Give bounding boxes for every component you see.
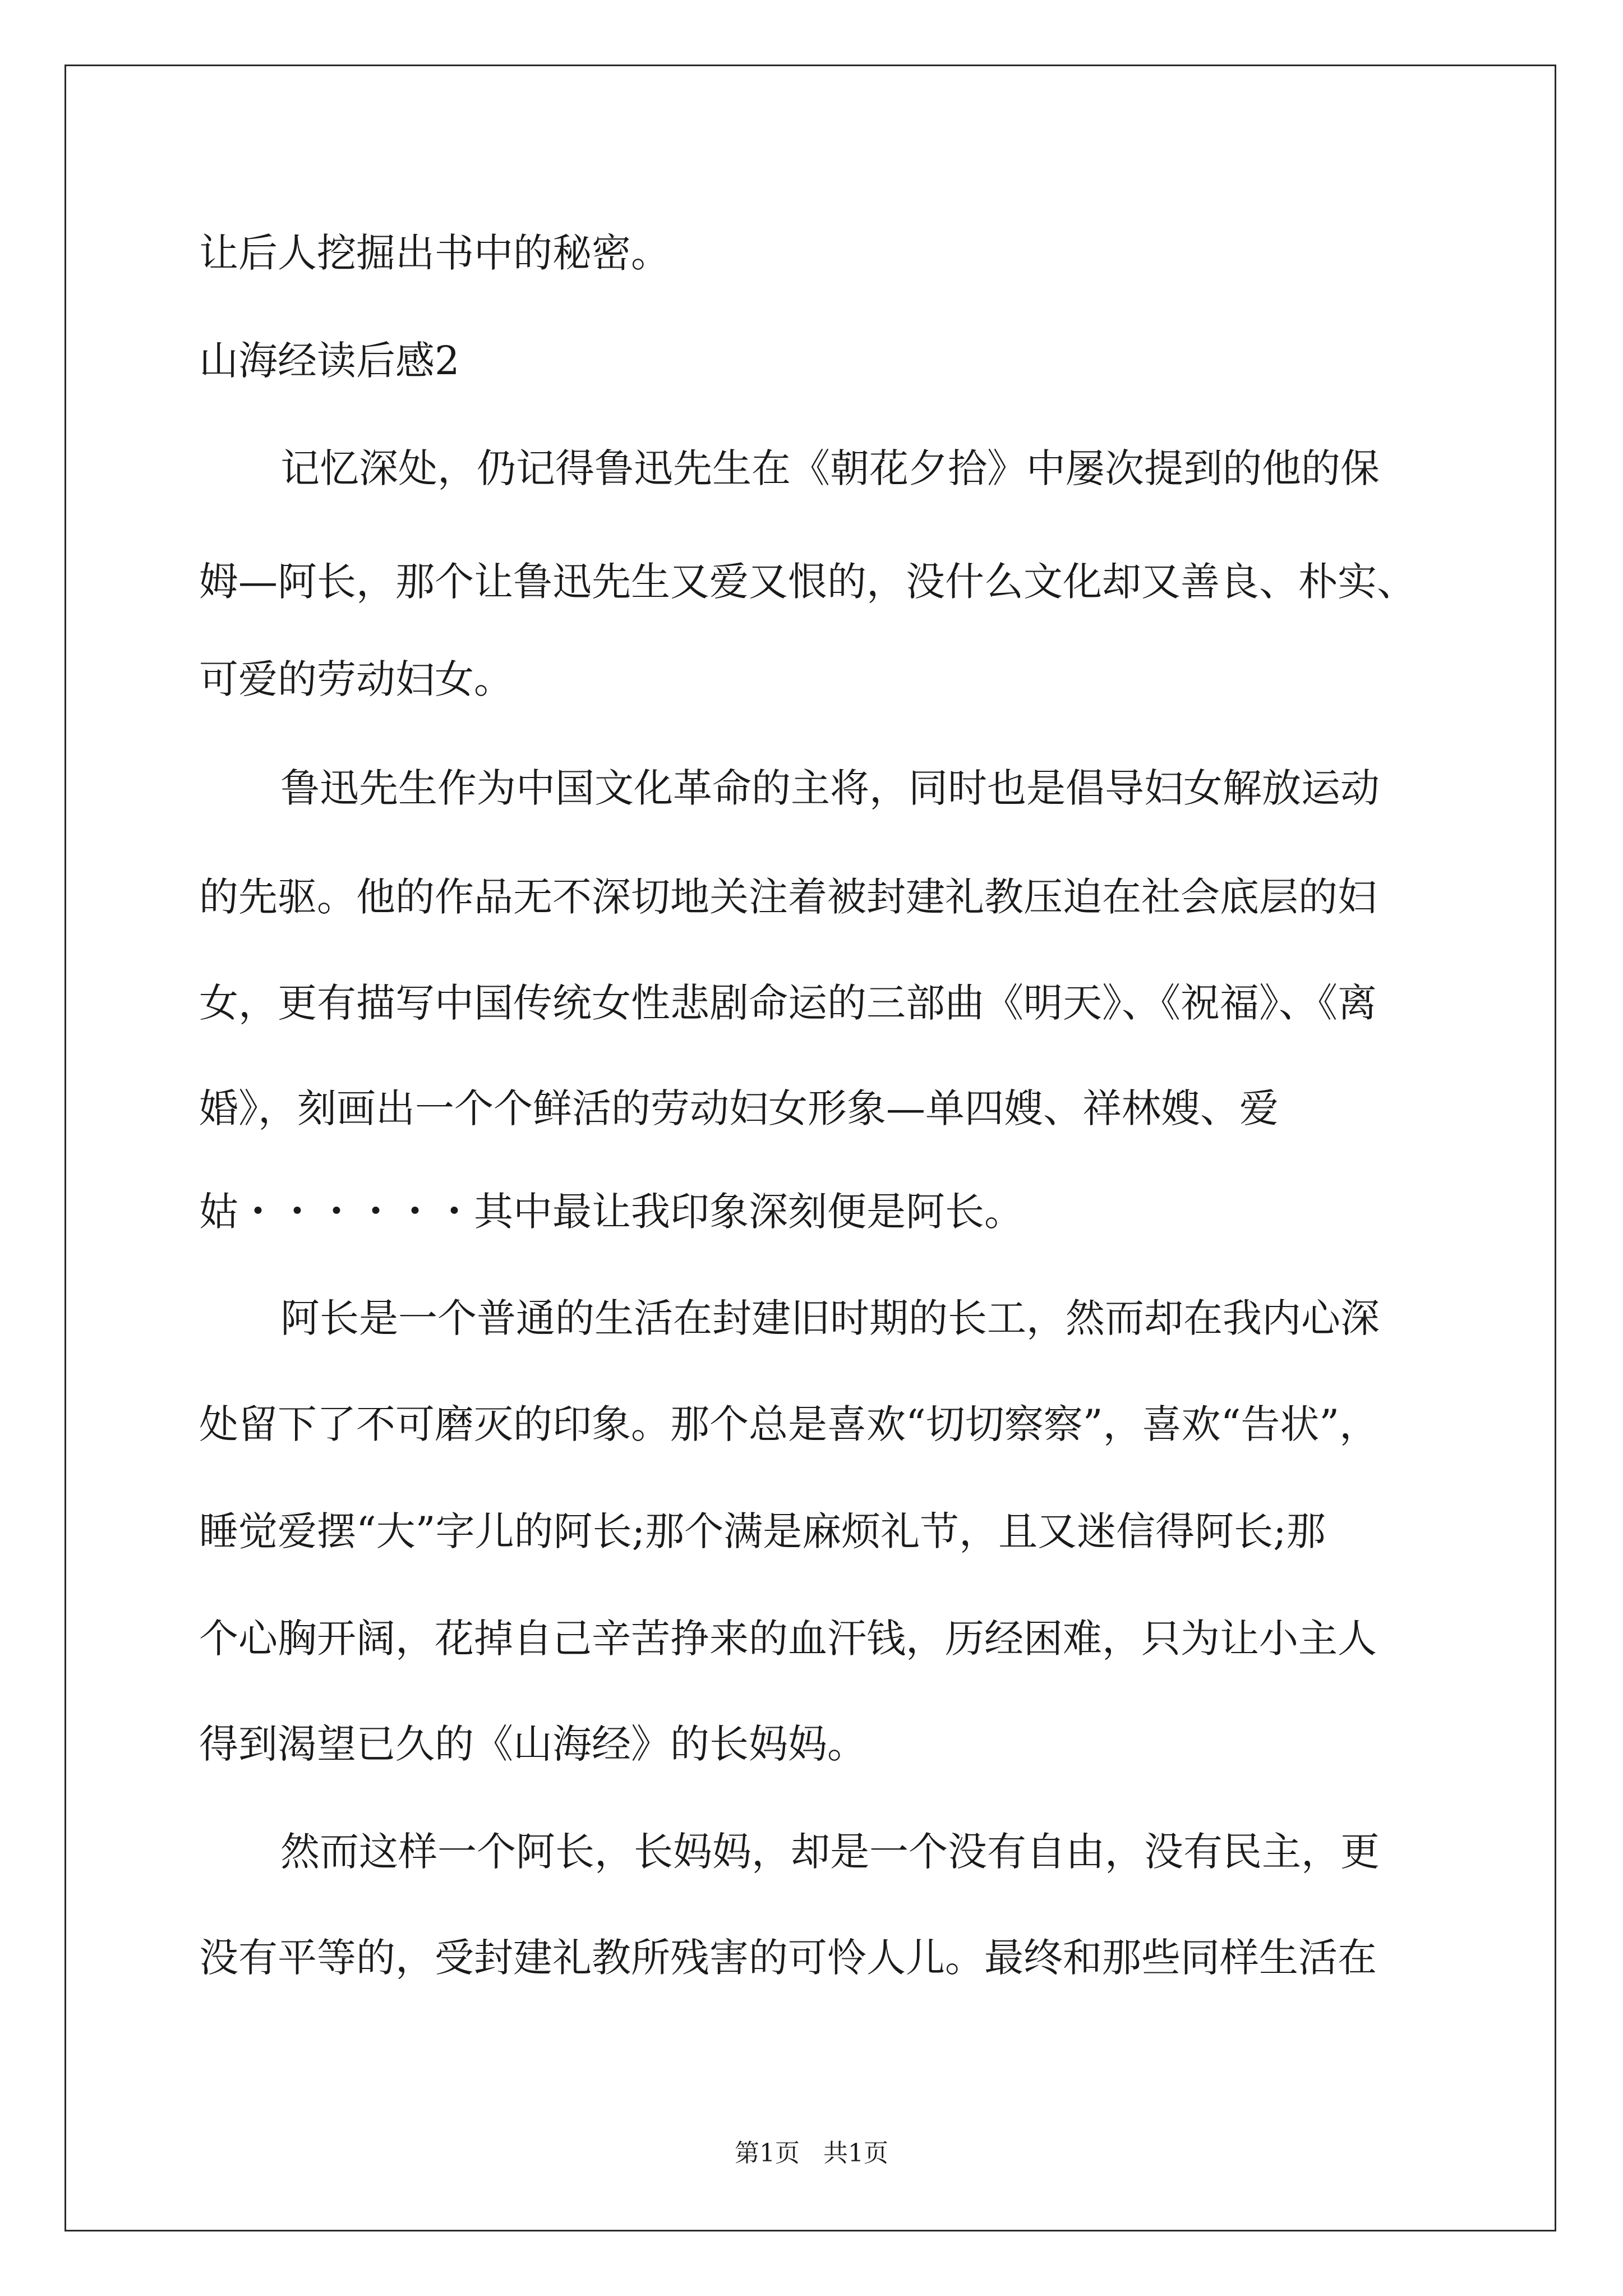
body-line-15: 得到渴望已久的《山海经》的长妈妈。 [199, 1721, 866, 1767]
section-heading: 山海经读后感2 [199, 338, 460, 384]
body-line-7: 的先驱。他的作品无不深切地关注着被封建礼教压迫在社会底层的妇 [199, 874, 1377, 920]
body-line-16: 然而这样一个阿长，长妈妈，却是一个没有自由，没有民主，更 [280, 1829, 1380, 1875]
body-line-8: 女，更有描写中国传统女性悲剧命运的三部曲《明天》、《祝福》、《离 [199, 980, 1377, 1026]
body-line-14: 个心胸开阔，花掉自己辛苦挣来的血汗钱，历经困难，只为让小主人 [199, 1616, 1377, 1662]
body-line-6: 鲁迅先生作为中国文化革命的主将，同时也是倡导妇女解放运动 [280, 765, 1380, 811]
body-line-10: 姑・・・・・・其中最让我印象深刻便是阿长。 [199, 1189, 1023, 1235]
body-line-4: 姆—阿长，那个让鲁迅先生又爱又恨的，没什么文化却又善良、朴实、 [199, 559, 1416, 605]
body-line-3: 记忆深处，仍记得鲁迅先生在《朝花夕拾》中屡次提到的他的保 [280, 445, 1380, 491]
body-line-9: 婚》，刻画出一个个鲜活的劳动妇女形象—单四嫂、祥林嫂、爱 [199, 1085, 1279, 1131]
body-line-13: 睡觉爱摆“大”字儿的阿长;那个满是麻烦礼节，且又迷信得阿长;那 [199, 1508, 1326, 1554]
body-line-12: 处留下了不可磨灭的印象。那个总是喜欢“切切察察”，喜欢“告状”， [199, 1401, 1379, 1447]
page-footer: 第1页 共1页 [735, 2139, 888, 2168]
body-line-11: 阿长是一个普通的生活在封建旧时期的长工，然而却在我内心深 [280, 1295, 1380, 1341]
body-line-5: 可爱的劳动妇女。 [199, 656, 513, 702]
body-line-17: 没有平等的，受封建礼教所残害的可怜人儿。最终和那些同样生活在 [199, 1935, 1377, 1981]
body-line-1: 让后人挖掘出书中的秘密。 [199, 230, 670, 276]
page-border [64, 65, 1556, 2231]
